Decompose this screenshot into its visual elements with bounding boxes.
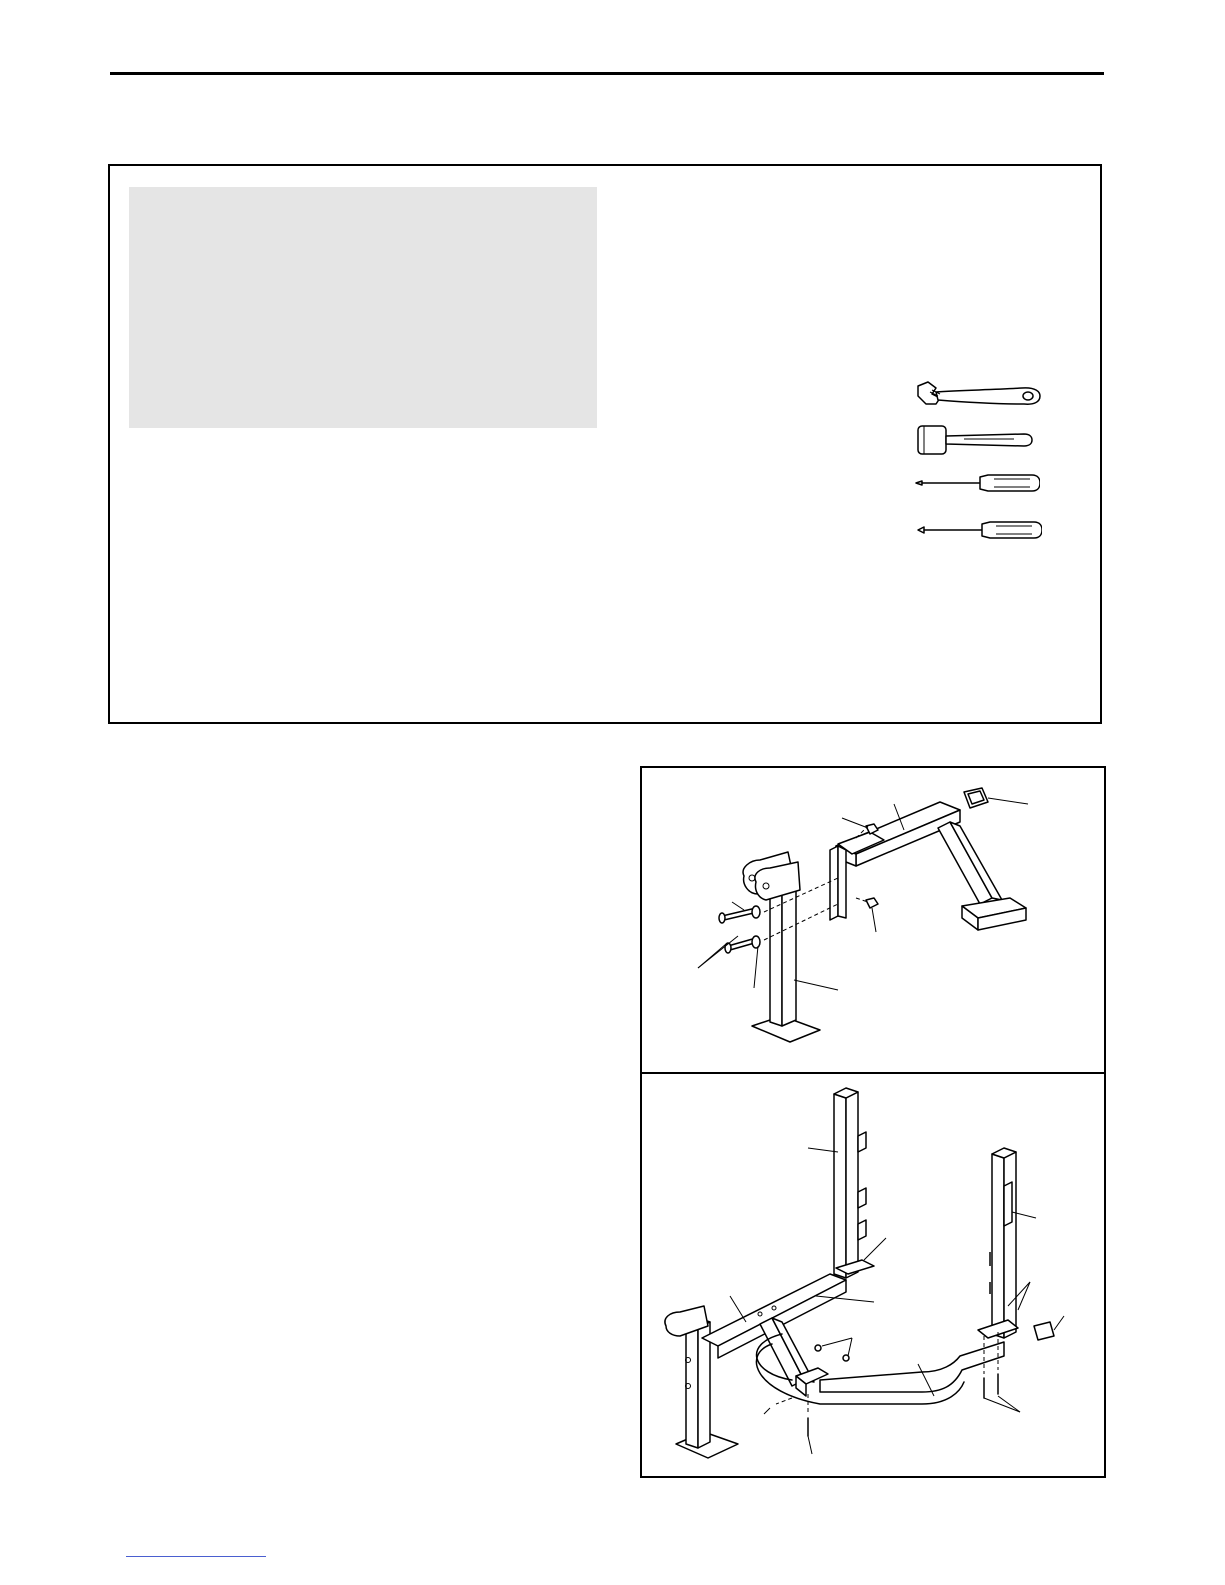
adjustable-wrench-icon xyxy=(912,378,1042,414)
assembly-figure-1 xyxy=(640,766,1106,1074)
shaded-note-panel xyxy=(129,187,597,428)
phillips-screwdriver-icon xyxy=(916,518,1042,542)
footer-link-underline xyxy=(126,1556,266,1557)
assembly-figure-2 xyxy=(640,1072,1106,1478)
figure-1-drawing xyxy=(642,768,1104,1072)
header-rule xyxy=(110,72,1104,75)
figure-2-drawing xyxy=(642,1074,1104,1476)
tools-box xyxy=(108,164,1102,724)
rubber-mallet-icon xyxy=(914,420,1034,460)
flat-screwdriver-icon xyxy=(914,471,1040,495)
